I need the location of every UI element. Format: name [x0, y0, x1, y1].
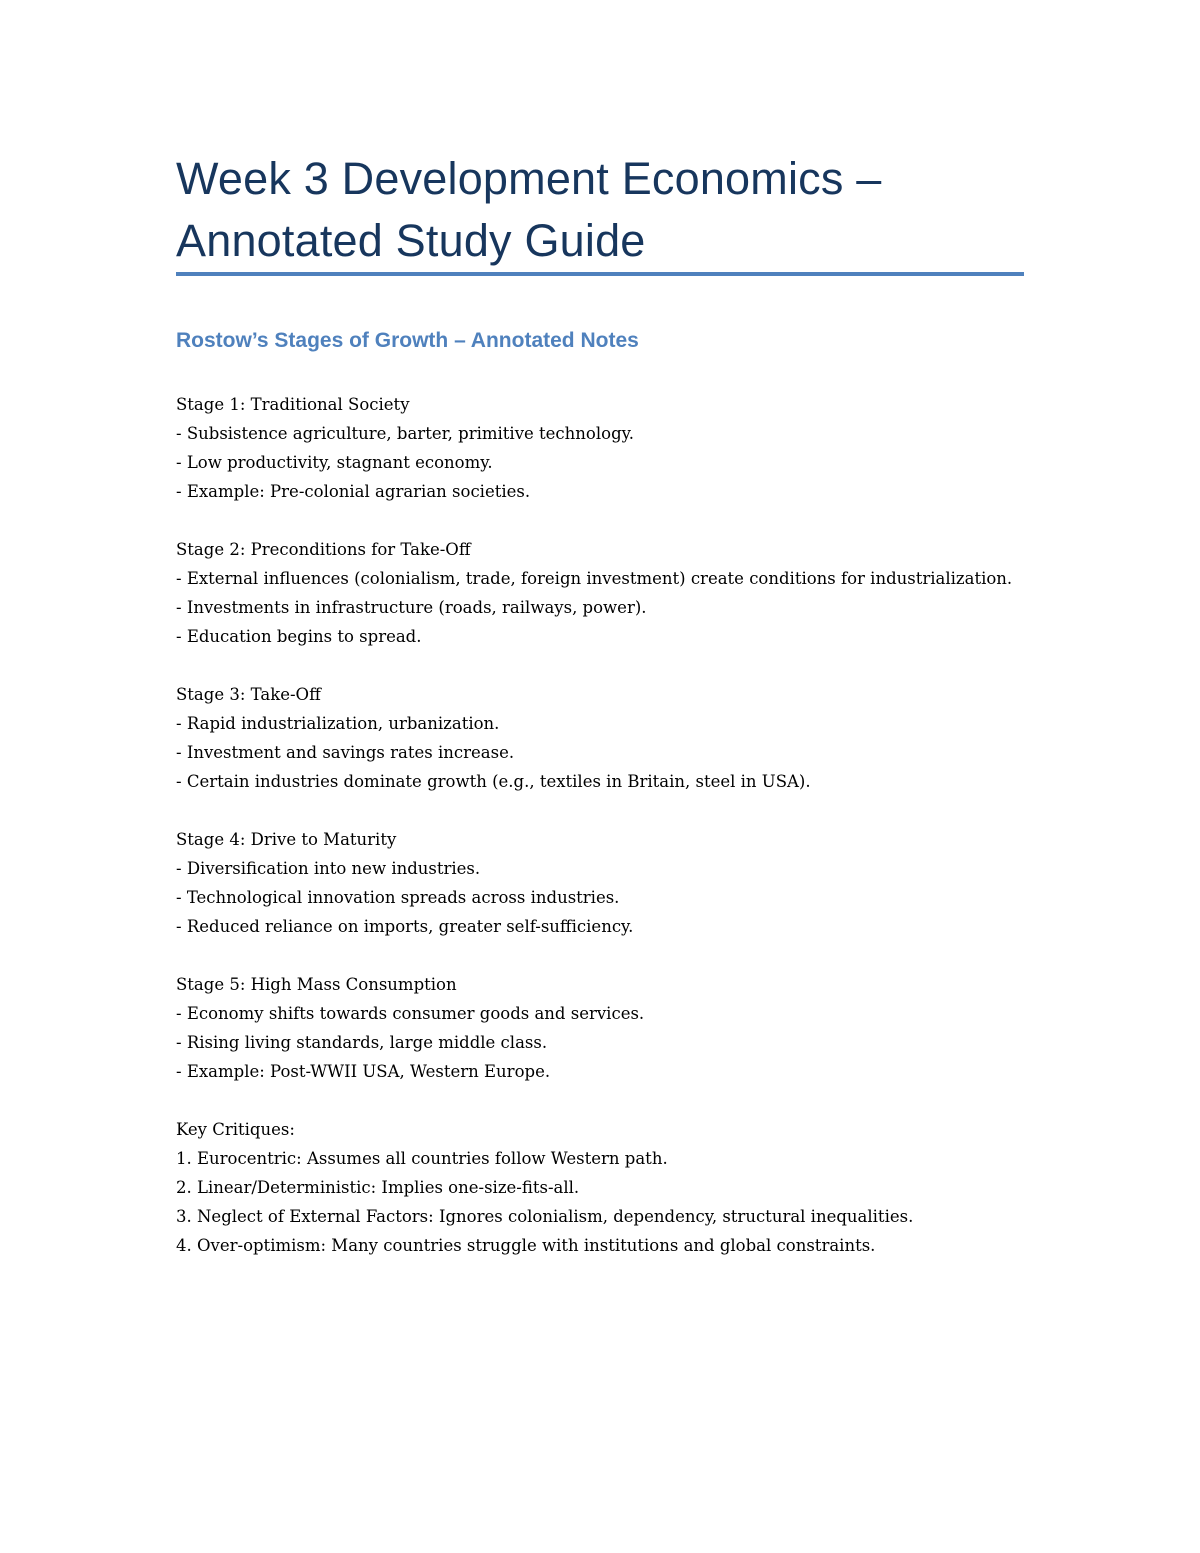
stage-point: - Rising living standards, large middle class.	[176, 1033, 548, 1052]
document-title	[176, 148, 1026, 272]
stage-point: - External influences (colonialism, trade, foreign investment) create conditions for industrialization.	[176, 569, 1013, 588]
stage-point: - Certain industries dominate growth (e.g., textiles in Britain, steel in USA).	[176, 772, 811, 791]
stage-point: - Low productivity, stagnant economy.	[176, 453, 493, 472]
stage-heading: Stage 1: Traditional Society	[176, 395, 410, 414]
stage-point: - Example: Post-WWII USA, Western Europe.	[176, 1062, 551, 1081]
stage-heading: Stage 5: High Mass Consumption	[176, 975, 457, 994]
stage-point: - Investment and savings rates increase.	[176, 743, 515, 762]
stage-point: - Rapid industrialization, urbanization.	[176, 714, 500, 733]
stage-point: - Subsistence agriculture, barter, primitive technology.	[176, 424, 635, 443]
critique-item: 2. Linear/Deterministic: Implies one-size-fits-all.	[176, 1178, 580, 1197]
critique-item: 1. Eurocentric: Assumes all countries follow Western path.	[176, 1149, 668, 1168]
stage-point: - Reduced reliance on imports, greater self-sufficiency.	[176, 917, 634, 936]
stage-point: - Investments in infrastructure (roads, railways, power).	[176, 598, 647, 617]
stage-point: - Technological innovation spreads across industries.	[176, 888, 620, 907]
stage-heading: Stage 3: Take-Off	[176, 685, 321, 704]
title-line-1: Week 3 Development Economics –	[176, 153, 882, 204]
stage-4-block	[176, 825, 1036, 941]
critiques-block	[176, 1115, 1036, 1260]
stage-point: - Economy shifts towards consumer goods and services.	[176, 1004, 645, 1023]
stage-1-block	[176, 390, 1036, 506]
stage-point: - Example: Pre-colonial agrarian societies.	[176, 482, 531, 501]
critique-item: 4. Over-optimism: Many countries struggle with institutions and global constraints.	[176, 1236, 876, 1255]
title-line-2: Annotated Study Guide	[176, 215, 646, 266]
stage-point: - Education begins to spread.	[176, 627, 422, 646]
stage-heading: Stage 4: Drive to Maturity	[176, 830, 397, 849]
critiques-heading: Key Critiques:	[176, 1120, 295, 1139]
stage-5-block	[176, 970, 1036, 1086]
stage-heading: Stage 2: Preconditions for Take-Off	[176, 540, 471, 559]
stage-point: - Diversification into new industries.	[176, 859, 481, 878]
title-underline-rule	[176, 272, 1024, 276]
section-heading: Rostow’s Stages of Growth – Annotated Notes	[176, 329, 639, 352]
critique-item: 3. Neglect of External Factors: Ignores colonialism, dependency, structural inequalities.	[176, 1207, 914, 1226]
body-text	[176, 390, 1036, 1260]
stage-3-block	[176, 680, 1036, 796]
stage-2-block	[176, 535, 1036, 651]
